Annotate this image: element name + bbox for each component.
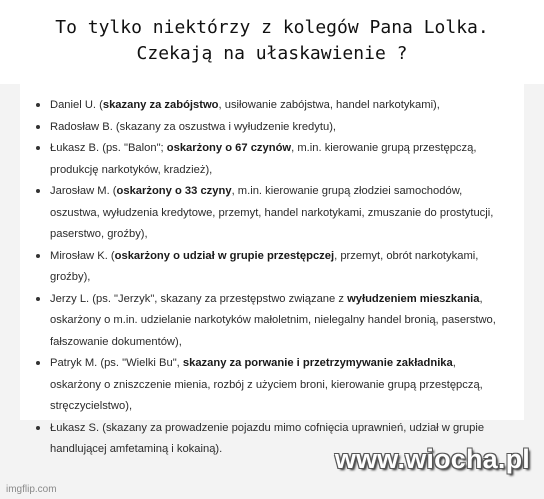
bold-text: oskarżony o 33 czyny xyxy=(116,185,232,197)
caption-line-2: Czekają na ułaskawienie ? xyxy=(136,43,408,64)
text: Jerzy L. (ps. "Jerzyk", skazany za przestępstwo związane z xyxy=(50,292,348,305)
text: , m.in. kierowanie grupą złodziei samochodów, oszustwa, wyłudzenia kredytowe, przemyt, handel narkotykami, zmuszanie do prostytucji, paserstwo, groźby), xyxy=(50,185,494,240)
list-item xyxy=(36,353,506,418)
list-item xyxy=(36,117,506,139)
text: Mirosław K. ( xyxy=(50,249,115,262)
text: , oskarżony o m.in. udzielanie narkotyków małoletnim, nielegalny handel bronią, paserstwo, fałszowanie dokumentów), xyxy=(50,292,496,348)
bold-text: wyłudzeniem mieszkania xyxy=(347,292,480,305)
meme-caption xyxy=(0,0,544,84)
wiocha-watermark: www.wiocha.pl xyxy=(334,444,530,474)
imgflip-watermark: imgflip.com xyxy=(6,484,57,495)
bullet-icon xyxy=(36,254,40,258)
bullet-icon xyxy=(36,361,40,365)
bold-text: oskarżony o udział w grupie przestępczej xyxy=(114,249,335,262)
bullet-icon xyxy=(36,103,40,107)
bullet-icon xyxy=(36,146,40,150)
list-item xyxy=(36,289,506,354)
bullet-list xyxy=(36,95,506,461)
bold-text: skazany za zabójstwo xyxy=(102,99,219,111)
list-item xyxy=(36,181,506,246)
text: , oskarżony o zniszczenie mienia, rozbój z użyciem broni, kierowanie grupą przestępczą, stręczycielstwo), xyxy=(50,357,483,412)
text: , przemyt, obrót narkotykami, groźby), xyxy=(50,249,479,283)
text-panel xyxy=(20,84,524,455)
list-item xyxy=(36,138,506,181)
bullet-icon xyxy=(36,426,40,430)
list-item xyxy=(36,95,506,117)
text: , usiłowanie zabójstwa, handel narkotykami), xyxy=(218,99,440,111)
bullet-icon xyxy=(36,297,40,301)
text: Patryk M. (ps. "Wielki Bu", xyxy=(50,357,183,369)
text: Radosław B. (skazany za oszustwa i wyłudzenie kredytu), xyxy=(50,120,337,133)
text: , m.in. kierowanie grupą przestępczą, produkcję narkotyków, kradzież), xyxy=(50,142,477,176)
list-item xyxy=(36,246,506,289)
bold-text: skazany za porwanie i przetrzymywanie zakładnika xyxy=(182,357,453,369)
text: Daniel U. ( xyxy=(50,99,103,111)
text: Łukasz S. (skazany za prowadzenie pojazdu mimo cofnięcia uprawnień, udział w grupie handlującej amfetaminą i kokainą). xyxy=(50,421,485,455)
bold-text: oskarżony o 67 czynów xyxy=(166,142,292,154)
bullet-icon xyxy=(36,189,40,193)
caption-line-1: To tylko niektórzy z kolegów Pana Lolka. xyxy=(55,17,489,38)
text: Jarosław M. ( xyxy=(50,185,117,197)
bullet-icon xyxy=(36,125,40,129)
text: Łukasz B. (ps. "Balon"; xyxy=(50,142,167,154)
